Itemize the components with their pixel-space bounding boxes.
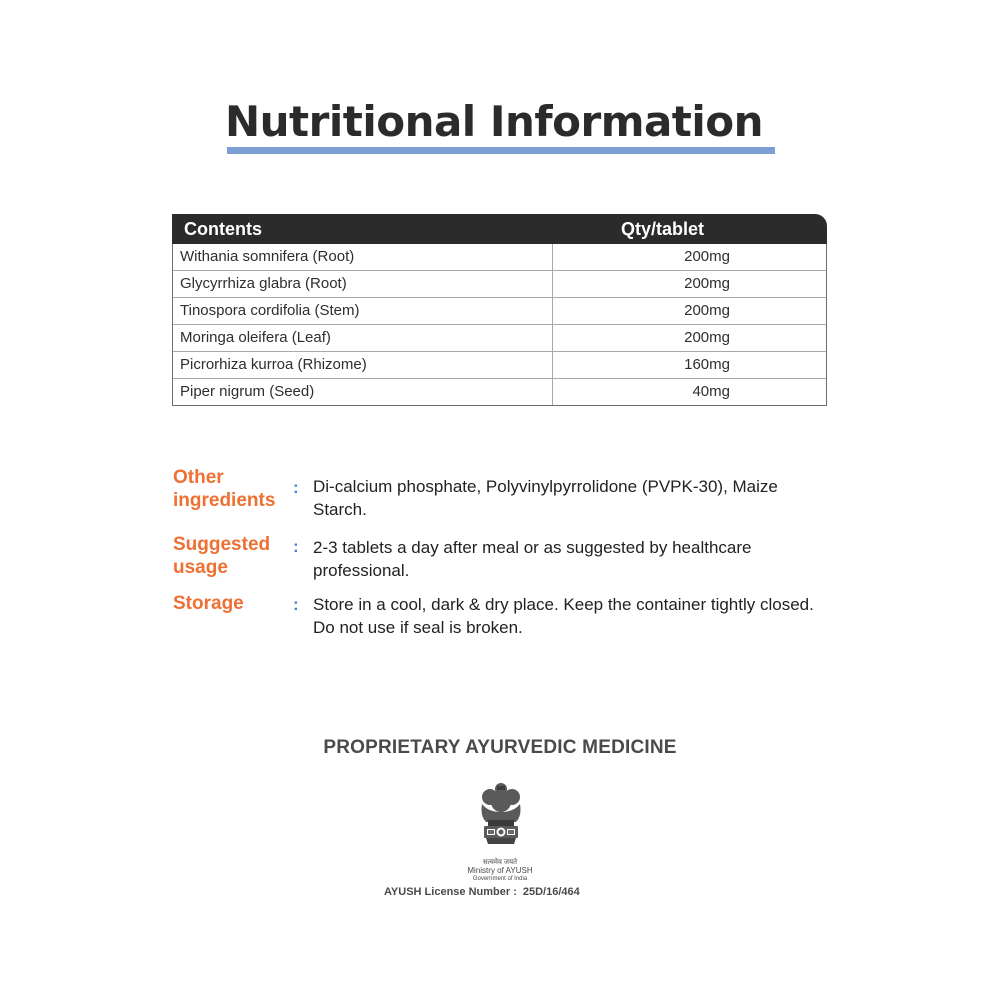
other-ingredients-text: Di-calcium phosphate, Polyvinylpyrrolidone (PVPK-30), Maize Starch. — [313, 477, 778, 519]
header-contents: Contents — [184, 219, 262, 239]
ingredient-name: Glycyrrhiza glabra (Root) — [173, 271, 553, 297]
table-row — [173, 324, 826, 351]
storage-label: Storage — [173, 593, 244, 614]
suggested-usage-label: Suggested usage — [173, 534, 271, 578]
table-row — [173, 244, 826, 270]
table-header — [172, 214, 827, 244]
suggested-usage-text: 2-3 tablets a day after meal or as suggested by healthcare professional. — [313, 538, 752, 580]
other-ingredients-separator: : — [293, 478, 299, 497]
footer-title: PROPRIETARY AYURVEDIC MEDICINE — [323, 737, 677, 758]
other-ingredients-label: Other ingredients — [173, 467, 276, 511]
ingredient-qty: 200mg — [684, 302, 730, 319]
emblem-motto: सत्यमेव जयते — [482, 859, 518, 866]
ingredient-name: Picrorhiza kurroa (Rhizome) — [173, 352, 553, 378]
suggested-usage-separator: : — [293, 537, 299, 556]
title-underline — [227, 147, 775, 154]
header-qty: Qty/tablet — [621, 219, 705, 239]
license-number — [384, 886, 580, 898]
page-title: Nutritional Information — [225, 97, 764, 146]
ingredient-name: Piper nigrum (Seed) — [173, 379, 553, 405]
table-row — [173, 270, 826, 297]
ingredient-qty: 200mg — [684, 248, 730, 265]
ingredient-qty: 160mg — [684, 356, 730, 373]
license-value: 25D/16/464 — [522, 886, 580, 898]
ingredient-qty: 200mg — [684, 329, 730, 346]
title-block — [225, 92, 775, 152]
storage-text: Store in a cool, dark & dry place. Keep the container tightly closed. Do not use if seal is broken. — [313, 595, 814, 637]
government-name: Government of India — [472, 876, 528, 882]
ingredient-name: Tinospora cordifolia (Stem) — [173, 298, 553, 324]
storage-separator: : — [293, 595, 299, 614]
table-body — [172, 244, 827, 406]
nutrition-table — [172, 214, 827, 406]
state-emblem-icon — [476, 782, 526, 858]
license-label: AYUSH License Number : — [384, 886, 517, 898]
ingredient-qty: 200mg — [684, 275, 730, 292]
table-row — [173, 351, 826, 378]
ingredient-qty: 40mg — [692, 383, 730, 400]
ingredient-name: Moringa oleifera (Leaf) — [173, 325, 553, 351]
ministry-name: Ministry of AYUSH — [467, 866, 533, 875]
table-row — [173, 297, 826, 324]
ingredient-name: Withania somnifera (Root) — [173, 244, 553, 270]
table-row — [173, 378, 826, 405]
